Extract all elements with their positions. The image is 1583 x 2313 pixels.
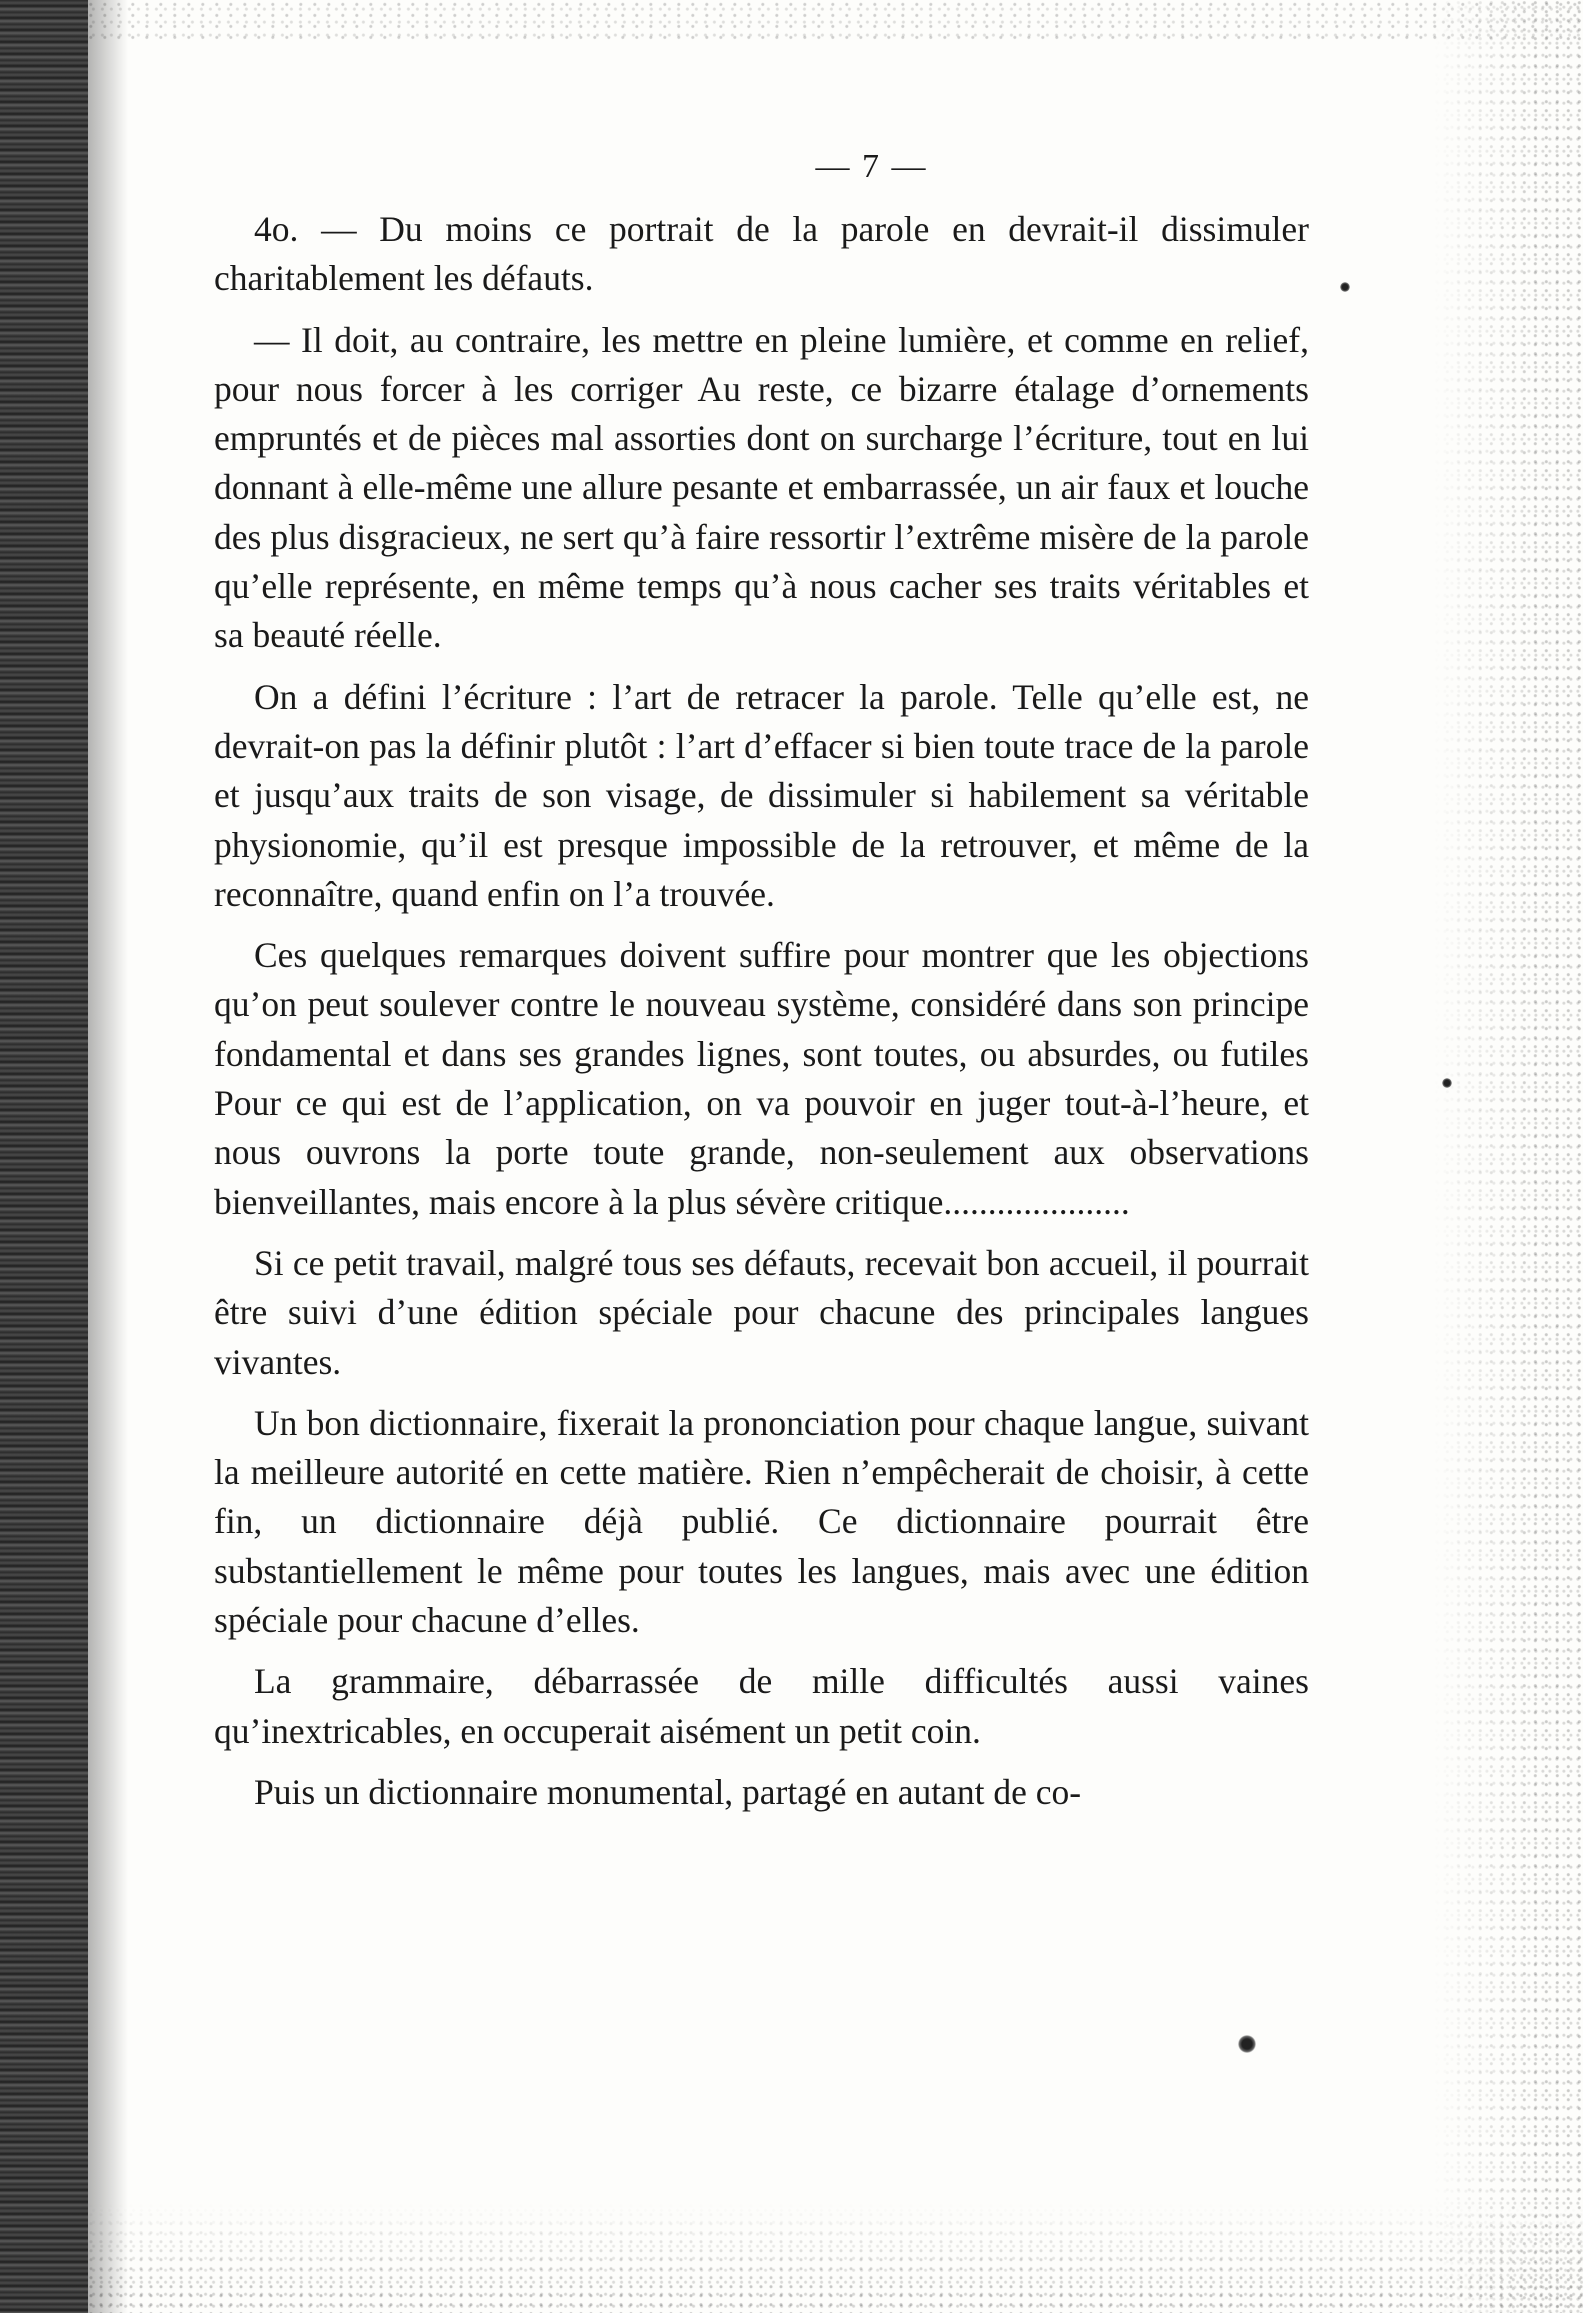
paragraph: Ces quelques remarques doivent suffire pour montrer que les objections qu’on peut soulever contre le nouveau système, considéré dans son principe fondamental et dans ses grandes lignes, sont toutes, ou absurdes, ou futiles Pour ce qui est de l’application, on va pouvoir en juger tout-à-l’heure, et nous ouvrons la porte toute grande, non-seulement aux observations bienveillantes, mais encore à la plus sévère critique..................... — [214, 935, 1309, 1222]
page-number: — 7 — — [815, 148, 928, 185]
scan-noise-top — [88, 0, 1583, 40]
paragraph: 4o. — Du moins ce portrait de la parole en devrait-il dissimuler charitablement les défauts. — [214, 209, 1309, 299]
paragraph: Si ce petit travail, malgré tous ses défauts, recevait bon accueil, il pourrait être suivi d’une édition spéciale pour chacune des principales langues vivantes. — [214, 1242, 1309, 1382]
paragraph: Puis un dictionnaire monumental, partagé en autant de co- — [254, 1771, 1082, 1812]
ink-blot — [1238, 2035, 1256, 2053]
paragraph: La grammaire, débarrassée de mille difficultés aussi vaines qu’inextricables, en occuperait aisément un petit coin. — [214, 1661, 1309, 1751]
body-text — [214, 205, 1309, 1829]
scan-noise-right — [1433, 0, 1583, 2313]
ink-speck — [1442, 1078, 1452, 1088]
binding-edge — [0, 0, 88, 2313]
paragraph: Un bon dictionnaire, fixerait la prononciation pour chaque langue, suivant la meilleure autorité en cette matière. Rien n’empêcherait de choisir, à cette fin, un dictionnaire déjà publié. Ce dictionnaire pourrait être substantiellement le même pour toutes les langues, mais avec une édition spéciale pour chacune d’elles. — [214, 1402, 1309, 1641]
ink-speck — [1340, 282, 1350, 292]
binding-shadow — [88, 0, 128, 2313]
paragraph: On a défini l’écriture : l’art de retracer la parole. Telle qu’elle est, ne devrait-on pas la définir plutôt : l’art d’effacer si bien toute trace de la parole et jusqu’aux traits de son visage, de dissimuler si habilement sa véritable physionomie, qu’il est presque impossible de la retrouver, et même de la reconnaître, quand enfin on l’a trouvée. — [214, 676, 1309, 914]
paragraph: — Il doit, au contraire, les mettre en pleine lumière, et comme en relief, pour nous forcer à les corriger Au reste, ce bizarre étalage d’ornements empruntés et de pièces mal assorties dont on surcharge l’écriture, tout en lui donnant à elle-même une allure pesante et embarrassée, un air faux et louche des plus disgracieux, ne sert qu’à faire ressortir l’extrême misère de la parole qu’elle représente, en même temps qu’à nous cacher ses traits véritables et sa beauté réelle. — [214, 319, 1309, 656]
scan-noise-bottom — [88, 2203, 1583, 2313]
